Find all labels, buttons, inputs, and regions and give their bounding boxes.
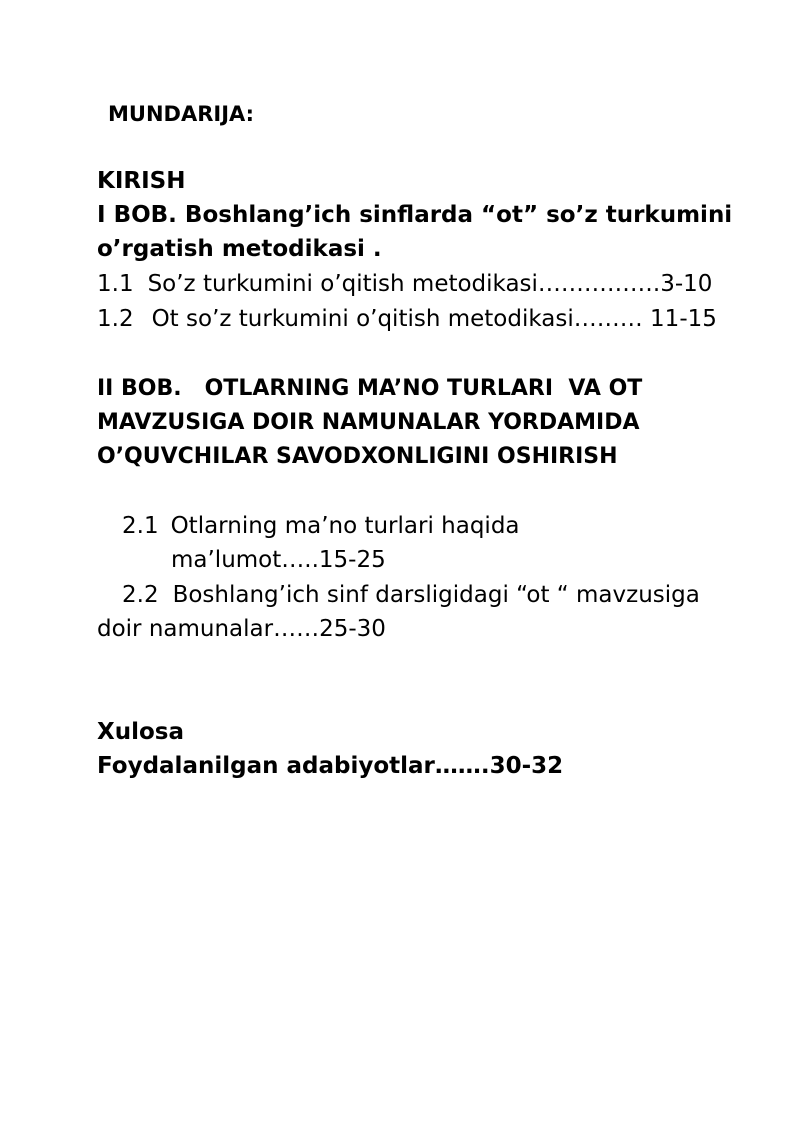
section-text: Boshlang’ich sinf darsligidagi “ot “ mavzusiga	[172, 582, 700, 608]
chapter1-title-line2: o’rgatish metodikasi .	[97, 236, 382, 262]
toc-heading: MUNDARIJA:	[108, 102, 255, 126]
section-text: So’z turkumini o’qitish metodikasi…………….3-10	[147, 271, 713, 297]
section-text: Ot so’z turkumini o’qitish metodikasi……… 11-15	[151, 306, 717, 332]
section-number: 2.2	[122, 582, 159, 608]
section-1-1	[97, 267, 712, 301]
section-text: Otlarning ma’no turlari haqida	[170, 513, 520, 539]
section-2-1-line1	[122, 509, 520, 543]
section-number: 1.1	[97, 271, 134, 297]
chapter1-title-line1: I BOB. Boshlang’ich sinflarda “ot” so’z turkumini	[97, 202, 733, 228]
toc-conclusion: Xulosa	[97, 719, 185, 745]
section-2-1-line2: ma’lumot…..15-25	[171, 547, 386, 573]
toc-intro: KIRISH	[97, 168, 186, 194]
chapter2-title-line3: O’QUVCHILAR SAVODXONLIGINI OSHIRISH	[97, 444, 618, 469]
chapter2-title-line1: II BOB. OTLARNING MA’NO TURLARI VA OT	[97, 376, 643, 401]
section-number: 2.1	[122, 513, 159, 539]
section-number: 1.2	[97, 306, 134, 332]
chapter2-title-line2: MAVZUSIGA DOIR NAMUNALAR YORDAMIDA	[97, 410, 640, 435]
section-2-2-line2: doir namunalar……25-30	[97, 616, 386, 642]
section-2-2-line1	[122, 578, 700, 612]
section-1-2	[97, 302, 717, 336]
toc-references: Foydalanilgan adabiyotlar…….30-32	[97, 753, 564, 779]
